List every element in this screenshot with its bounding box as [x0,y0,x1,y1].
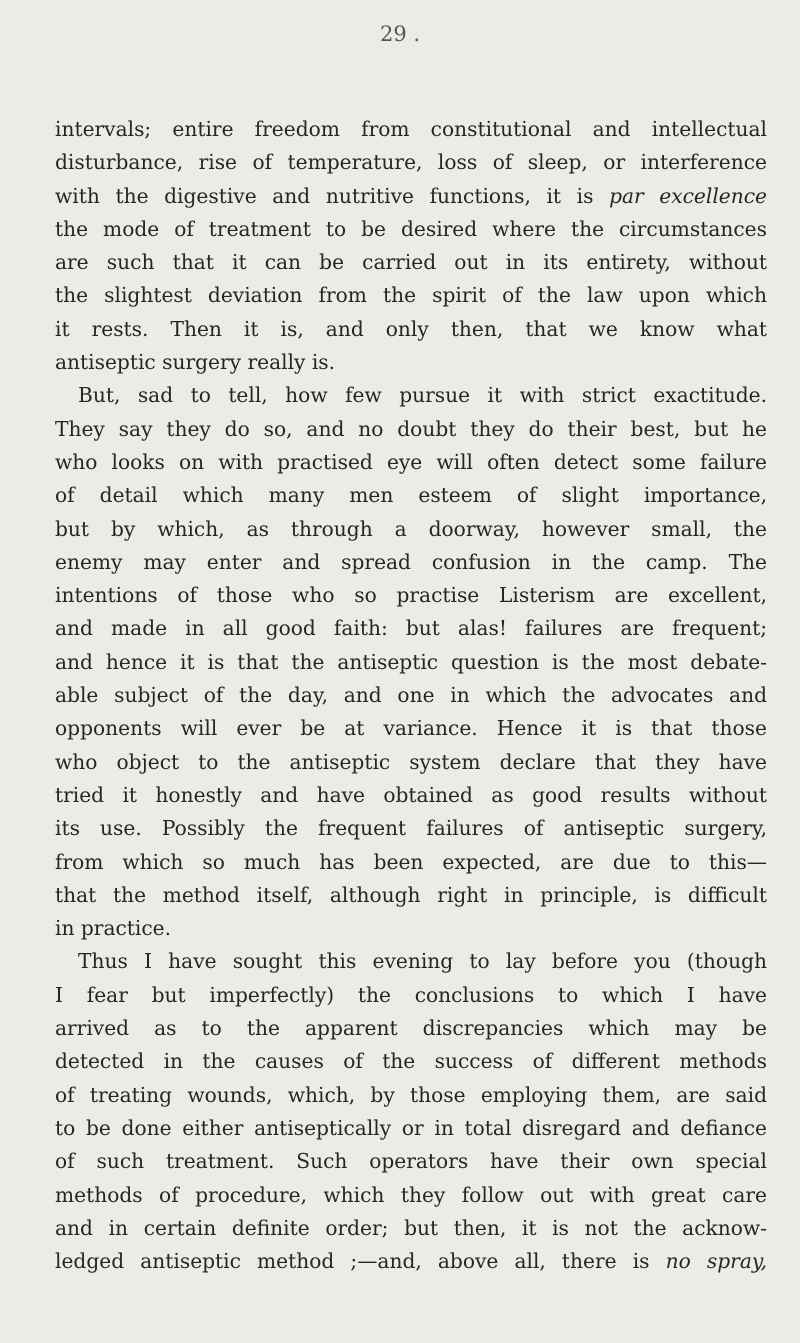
page-number: 29 . [379,22,421,46]
text-line [55,413,767,446]
text-line [55,180,767,213]
line-text: tried it honestly and have obtained as good results without [55,782,767,807]
text-line [55,1145,767,1178]
line-text: the mode of treatment to be desired where the circumstances [55,216,767,241]
text-line [55,513,767,546]
text-line [55,213,767,246]
text-line [55,1045,767,1078]
line-text: but by which, as through a doorway, however small, the [55,516,767,541]
line-text: disturbance, rise of temperature, loss of sleep, or interference [55,150,767,175]
text-line [55,346,767,379]
text-line [55,279,767,312]
line-text: detected in the causes of the success of different methods [55,1049,767,1074]
text-line [55,779,767,812]
line-text: But, sad to tell, how few pursue it with strict exactitude. [78,383,767,408]
text-line [55,879,767,912]
text-line [55,446,767,479]
line-text: of detail which many men esteem of slight importance, [55,483,767,508]
line-text: its use. Possibly the frequent failures of antiseptic surgery, [55,816,767,841]
body-text [55,113,767,1278]
text-line [55,846,767,879]
text-line [55,579,767,612]
line-text: antiseptic surgery really is. [55,350,336,375]
line-text: and in certain definite order; but then, it is not the acknow- [55,1215,767,1240]
line-text: of treating wounds, which, by those employing them, are said [55,1082,767,1107]
text-line [55,646,767,679]
text-line [55,479,767,512]
italic-text: par excellence [609,183,767,208]
line-text: in practice. [55,916,172,941]
text-line [55,612,767,645]
line-text: are such that it can be carried out in its entirety, without [55,250,767,275]
line-text: I fear but imperfectly) the conclusions to which I have [55,982,767,1007]
line-text: with the digestive and nutritive functions, it is [55,183,610,208]
text-line [55,113,767,146]
text-line [55,1112,767,1145]
line-text: the slightest deviation from the spirit of the law upon which [55,283,767,308]
line-text: intervals; entire freedom from constitutional and intellectual [55,117,767,141]
text-line [55,712,767,745]
text-line [55,379,767,412]
line-text: to be done either antiseptically or in total disregard and defiance [55,1115,767,1140]
line-text: enemy may enter and spread confusion in the camp. The [55,549,767,574]
text-line [55,679,767,712]
text-line [55,812,767,845]
text-line [55,313,767,346]
line-text: it rests. Then it is, and only then, that we know what [55,316,767,341]
line-text: that the method itself, although right in principle, is difficult [55,882,767,907]
text-line [55,1012,767,1045]
line-text: They say they do so, and no doubt they do their best, but he [55,416,767,441]
text-line [55,1079,767,1112]
text-line [55,1245,767,1278]
text-line [55,146,767,179]
text-line [55,546,767,579]
text-line [55,979,767,1012]
line-text: from which so much has been expected, are due to this— [55,849,767,874]
line-text: arrived as to the apparent discrepancies which may be [55,1016,767,1041]
line-text: ledged antiseptic method ;—and, above all, there is [55,1249,666,1274]
text-line [55,1212,767,1245]
line-text: methods of procedure, which they follow out with great care [55,1182,767,1207]
italic-text: no spray, [665,1249,767,1274]
line-text: who object to the antiseptic system declare that they have [55,749,767,774]
text-line [55,746,767,779]
line-text: opponents will ever be at variance. Hence it is that those [55,716,767,741]
text-line [55,1179,767,1212]
line-text: able subject of the day, and one in which the advocates and [55,683,767,708]
text-line [55,246,767,279]
line-text: intentions of those who so practise Listerism are excellent, [55,583,767,608]
line-text: of such treatment. Such operators have their own special [55,1149,767,1174]
line-text: who looks on with practised eye will often detect some failure [55,449,767,474]
text-line [55,945,767,978]
text-line [55,912,767,945]
line-text: and hence it is that the antiseptic question is the most debate- [55,649,767,674]
line-text: and made in all good faith: but alas! failures are frequent; [55,616,767,641]
line-text: Thus I have sought this evening to lay before you (though [78,949,767,974]
